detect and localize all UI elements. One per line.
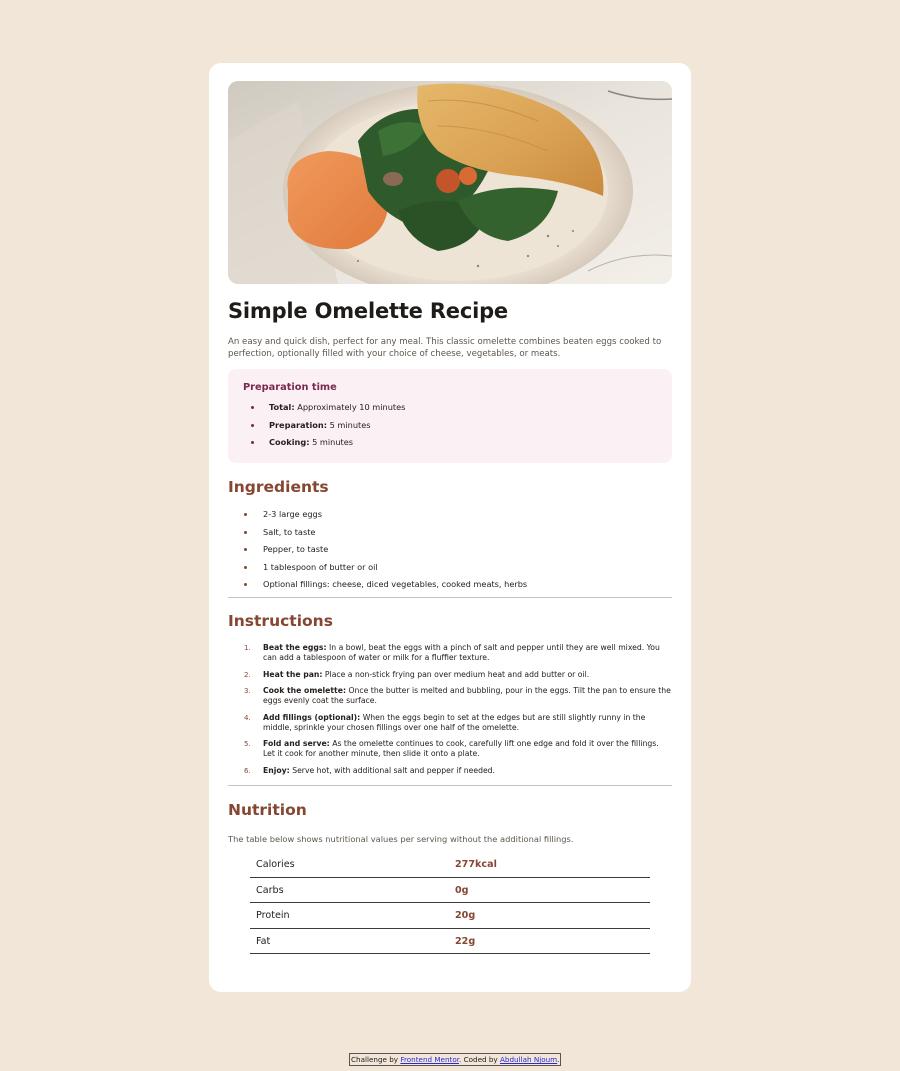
divider [228, 597, 672, 598]
list-item: 2. Heat the pan: Place a non-stick frying pan over medium heat and add butter or oil. [244, 669, 590, 679]
ingredients-heading: Ingredients [228, 478, 329, 496]
nutrition-section [228, 801, 672, 955]
ingredients-section [228, 478, 672, 590]
nutrition-heading: Nutrition [228, 800, 307, 819]
table-row: Calories 277kcal [250, 852, 650, 878]
list-item: 4. Add fillings (optional): When the eggs begin to set at the edges but are still slightly runny in the middle, sprinkle your chosen fillings over one half of the omelette. [244, 712, 646, 732]
list-item: 6. Enjoy: Serve hot, with additional salt and pepper if needed. [244, 765, 496, 775]
list-item: 1 tablespoon of butter or oil [228, 562, 672, 573]
table-row: Fat 22g [250, 928, 650, 954]
list-item: 1. Beat the eggs: In a bowl, beat the eggs with a pinch of salt and pepper until they are well mixed. You can add a tablespoon of water or milk for a fluffier texture. [244, 643, 660, 663]
preparation-heading: Preparation time [243, 382, 337, 393]
list-item: 5. Fold and serve: As the omelette continues to cook, carefully lift one edge and fold it over the fillings. Let it cook for another minute, then slide it onto a plate. [244, 739, 659, 759]
nutrition-table [250, 852, 650, 955]
bullet-icon [244, 531, 247, 534]
recipe-title: Simple Omelette Recipe [228, 299, 508, 323]
bullet-icon [244, 583, 247, 586]
omelette-photo [228, 81, 672, 284]
instructions-list [228, 643, 672, 776]
recipe-card [209, 63, 691, 992]
bullet-icon [251, 441, 254, 444]
recipe-intro: An easy and quick dish, perfect for any meal. This classic omelette combines beaten eggs cooked to perfection, optionally filled with your choice of cheese, vegetables, or meats. [228, 337, 662, 359]
table-row: Protein 20g [250, 903, 650, 929]
preparation-list [243, 402, 658, 448]
bullet-icon [251, 406, 254, 409]
list-item: Salt, to taste [228, 527, 672, 538]
list-item: Pepper, to taste [228, 544, 672, 555]
instructions-section [228, 612, 672, 776]
bullet-icon [244, 513, 247, 516]
author-link[interactable]: Abdullah Njoum [499, 1055, 558, 1064]
list-item: 2-3 large eggs [228, 509, 672, 520]
ingredients-list [228, 509, 672, 590]
preparation-time-box [228, 369, 672, 463]
frontend-mentor-link[interactable]: Frontend Mentor [400, 1055, 460, 1064]
table-row: Carbs 0g [250, 877, 650, 903]
list-item: Preparation: 5 minutes [243, 420, 658, 431]
instructions-heading: Instructions [228, 612, 333, 631]
list-item: Optional fillings: cheese, diced vegetables, cooked meats, herbs [228, 579, 672, 590]
divider [228, 785, 672, 786]
bullet-icon [244, 548, 247, 551]
bullet-icon [251, 424, 254, 427]
bullet-icon [244, 566, 247, 569]
list-item: Total: Approximately 10 minutes [243, 402, 658, 413]
list-item: Cooking: 5 minutes [243, 437, 658, 448]
nutrition-note: The table below shows nutritional values per serving without the additional fillings. [228, 833, 574, 844]
list-item: 3. Cook the omelette: Once the butter is melted and bubbling, pour in the eggs. Tilt the pan to ensure the eggs evenly coat the surface. [244, 686, 671, 706]
attribution-footer: Challenge by Frontend Mentor. Coded by Abdullah Njoum. [351, 1055, 560, 1064]
